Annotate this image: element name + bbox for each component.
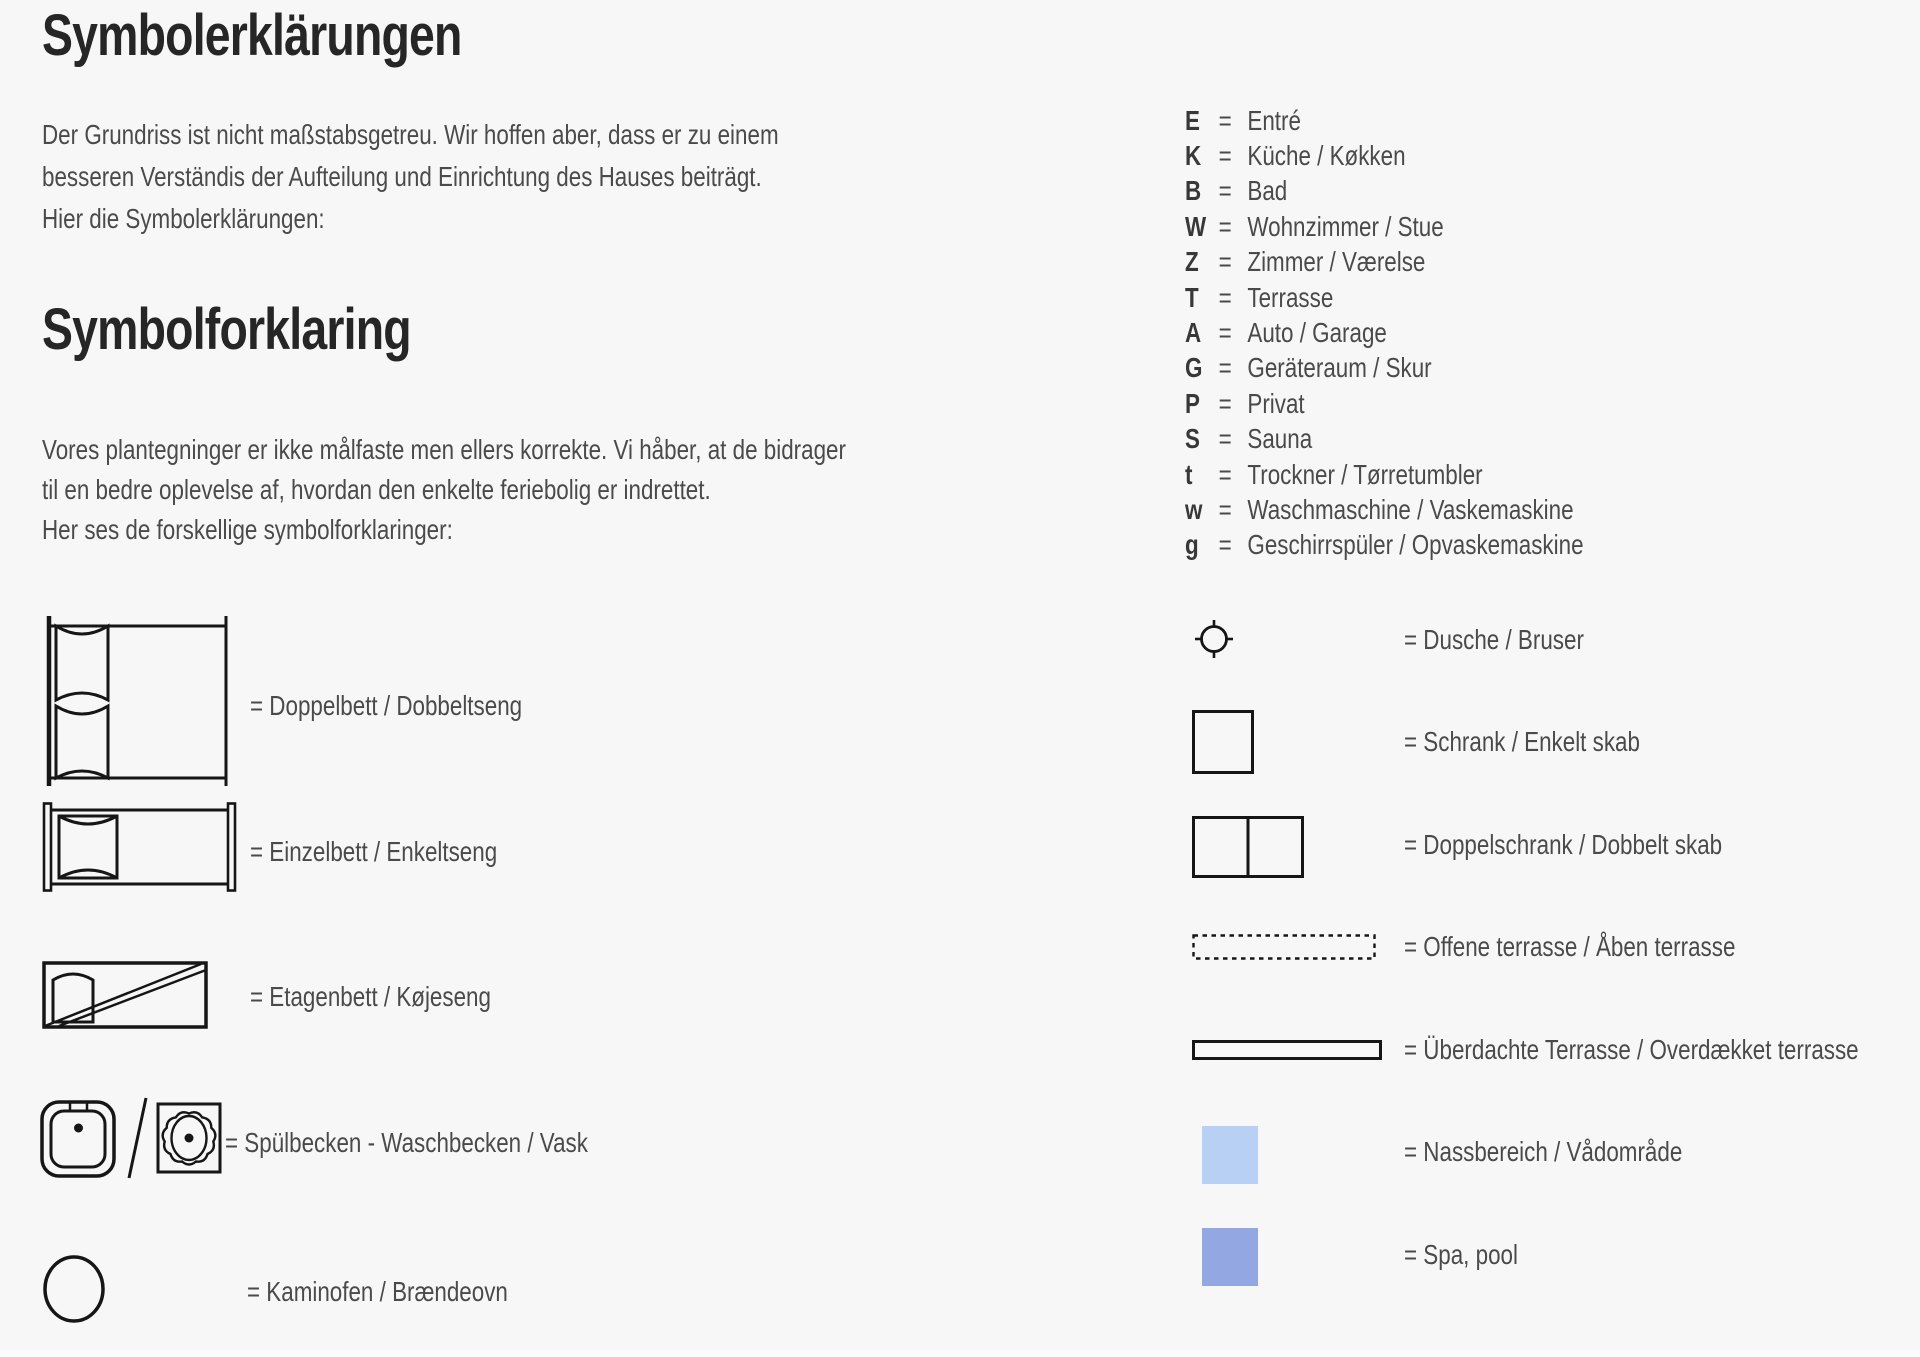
shower-icon (1191, 616, 1237, 662)
abbreviation-list (1185, 103, 1683, 563)
abbreviation-label: Entré (1247, 104, 1301, 136)
abbreviation-key: T (1185, 281, 1199, 313)
legend-row-label: = Dusche / Bruser (1404, 624, 1584, 655)
abbreviation-row (1185, 245, 1683, 280)
danish-intro-line: Vores plantegninger er ikke målfaste men ellers korrekte. Vi håber, at de bidrager (42, 434, 846, 465)
abbreviation-label: Trockner / Tørretumbler (1247, 458, 1483, 490)
danish-intro-line: til en bedre oplevelse af, hvordan den enkelte feriebolig er indrettet. (42, 474, 711, 505)
abbreviation-row (1185, 386, 1683, 421)
abbreviation-row (1185, 209, 1683, 244)
bottom-strip (0, 1350, 1920, 1357)
equals-sign: = (1218, 281, 1232, 313)
german-section-title: Symbolerklärungen (42, 3, 462, 68)
abbreviation-key: K (1185, 140, 1202, 172)
abbreviation-row (1185, 174, 1683, 209)
german-intro-line: Der Grundriss ist nicht maßstabsgetreu. Wir hoffen aber, dass er zu einem (42, 119, 779, 150)
legend-row-label: = Doppelschrank / Dobbelt skab (1404, 829, 1723, 860)
legend-row-label: = Offene terrasse / Åben terrasse (1404, 931, 1736, 962)
abbreviation-key: t (1185, 458, 1193, 490)
equals-sign: = (1218, 104, 1232, 136)
equals-sign: = (1218, 352, 1232, 384)
bunk-bed-icon (42, 958, 210, 1032)
equals-sign: = (1218, 493, 1232, 525)
sink-washbasin-icon (40, 1094, 228, 1184)
double-closet-icon (1192, 816, 1304, 878)
german-intro-line: Hier die Symbolerklärungen: (42, 203, 325, 234)
abbreviation-row (1185, 280, 1683, 315)
abbreviation-row (1185, 492, 1683, 527)
legend-row-label: = Etagenbett / Køjeseng (250, 981, 491, 1012)
abbreviation-label: Wohnzimmer / Stue (1247, 210, 1444, 242)
abbreviation-row (1185, 528, 1683, 563)
wet-area-swatch (1202, 1126, 1258, 1184)
covered-terrace-icon (1192, 1040, 1382, 1060)
equals-sign: = (1218, 529, 1232, 561)
equals-sign: = (1218, 423, 1232, 455)
equals-sign: = (1218, 387, 1232, 419)
legend-row-label: = Nassbereich / Vådområde (1404, 1136, 1683, 1167)
abbreviation-key: G (1185, 352, 1203, 384)
legend-row-label: = Spülbecken - Waschbecken / Vask (225, 1127, 588, 1158)
danish-intro-line: Her ses de forskellige symbolforklaringer: (42, 514, 453, 545)
abbreviation-key: E (1185, 104, 1200, 136)
abbreviation-label: Geschirrspüler / Opvaskemaskine (1247, 529, 1584, 561)
legend-row-label: = Schrank / Enkelt skab (1404, 726, 1640, 757)
slash-divider (129, 1098, 146, 1178)
equals-sign: = (1218, 317, 1232, 349)
abbreviation-label: Sauna (1247, 423, 1313, 455)
german-intro-paragraph (42, 114, 963, 240)
danish-intro-paragraph (42, 430, 1047, 550)
abbreviation-row (1185, 351, 1683, 386)
legend-row-label: = Kaminofen / Brændeovn (247, 1276, 508, 1307)
single-closet-icon (1192, 710, 1254, 774)
german-intro-line: besseren Verständis der Aufteilung und Einrichtung des Hauses beiträgt. (42, 161, 762, 192)
abbreviation-key: W (1185, 210, 1207, 242)
abbreviation-label: Küche / Køkken (1247, 140, 1406, 172)
equals-sign: = (1218, 246, 1232, 278)
abbreviation-key: S (1185, 423, 1200, 455)
abbreviation-label: Privat (1247, 387, 1305, 419)
abbreviation-label: Geräteraum / Skur (1247, 352, 1432, 384)
abbreviation-label: Zimmer / Værelse (1247, 246, 1426, 278)
equals-sign: = (1218, 210, 1232, 242)
equals-sign: = (1218, 458, 1232, 490)
abbreviation-label: Auto / Garage (1247, 317, 1387, 349)
open-terrace-icon (1192, 934, 1376, 960)
legend-row-label: = Einzelbett / Enkeltseng (250, 836, 498, 867)
abbreviation-row (1185, 457, 1683, 492)
equals-sign: = (1218, 175, 1232, 207)
abbreviation-key: g (1185, 529, 1199, 561)
wood-stove-icon (42, 1254, 106, 1324)
abbreviation-key: A (1185, 317, 1202, 349)
abbreviation-row (1185, 422, 1683, 457)
abbreviation-label: Terrasse (1247, 281, 1334, 313)
danish-section-title: Symbolforklaring (42, 297, 411, 362)
legend-row-label: = Überdachte Terrasse / Overdækket terrasse (1404, 1034, 1859, 1065)
legend-row-label: = Spa, pool (1404, 1239, 1518, 1270)
abbreviation-key: P (1185, 387, 1200, 419)
abbreviation-key: w (1185, 493, 1203, 525)
abbreviation-label: Waschmaschine / Vaskemaskine (1247, 493, 1574, 525)
spa-pool-swatch (1202, 1228, 1258, 1286)
abbreviation-key: Z (1185, 246, 1199, 278)
abbreviation-label: Bad (1247, 175, 1288, 207)
abbreviation-key: B (1185, 175, 1202, 207)
abbreviation-row (1185, 315, 1683, 350)
legend-row-label: = Doppelbett / Dobbeltseng (250, 690, 523, 721)
abbreviation-row (1185, 138, 1683, 173)
double-bed-icon (42, 616, 232, 786)
single-bed-icon (42, 802, 237, 892)
abbreviation-row (1185, 103, 1683, 138)
equals-sign: = (1218, 140, 1232, 172)
